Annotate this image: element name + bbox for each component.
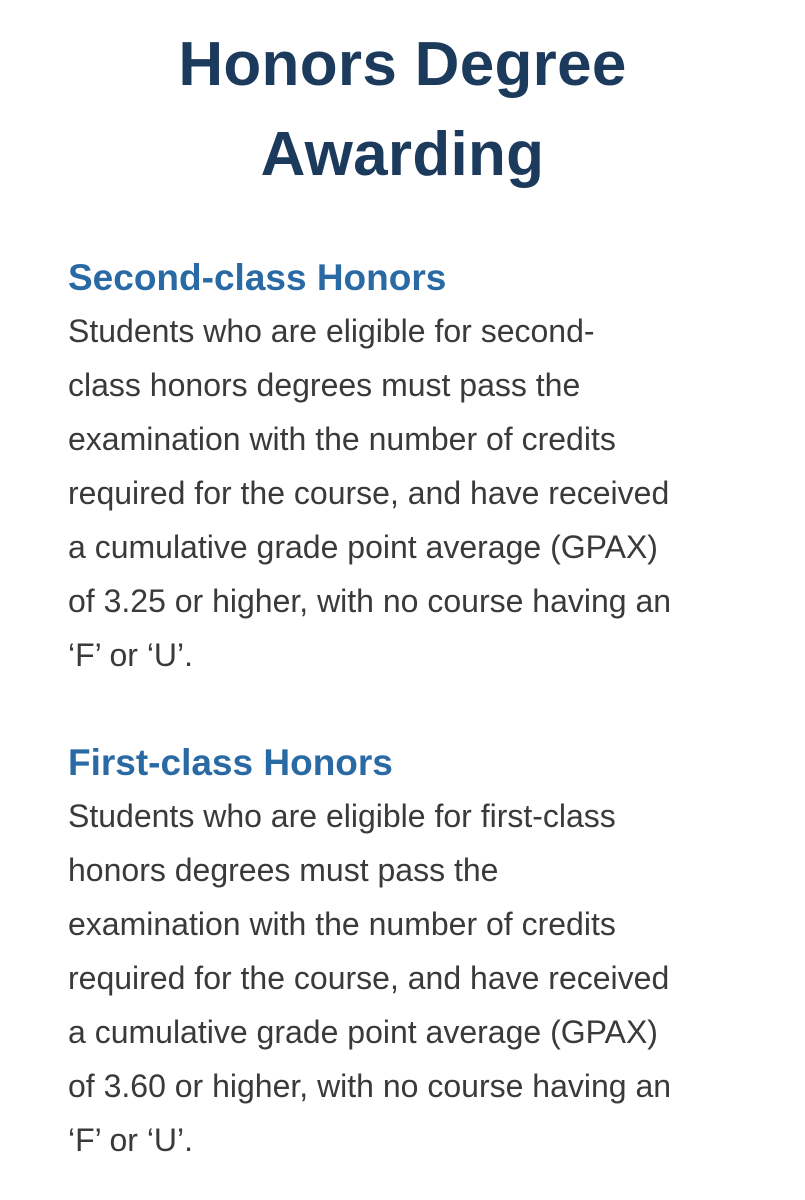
body-line: a cumulative grade point average (GPAX) [68, 1014, 658, 1050]
section-body [68, 789, 758, 1167]
body-line: Students who are eligible for second- [68, 313, 595, 349]
page-title-line-2: Awarding [260, 120, 545, 189]
body-line: of 3.25 or higher, with no course having an [68, 583, 672, 619]
body-line: a cumulative grade point average (GPAX) [68, 529, 658, 565]
section-body [68, 304, 758, 682]
body-line: ‘F’ or ‘U’. [68, 637, 194, 673]
body-line: honors degrees must pass the [68, 852, 499, 888]
body-line: of 3.60 or higher, with no course having an [68, 1068, 672, 1104]
body-line: required for the course, and have received [68, 475, 670, 511]
page-title-line-1: Honors Degree [178, 30, 627, 99]
body-line: examination with the number of credits [68, 906, 616, 942]
body-line: Students who are eligible for first-class [68, 798, 616, 834]
page-title [0, 20, 805, 200]
section-heading: First-class Honors [68, 742, 393, 783]
body-line: required for the course, and have received [68, 960, 670, 996]
section-second-class-honors [68, 252, 758, 682]
body-line: examination with the number of credits [68, 421, 616, 457]
section-heading: Second-class Honors [68, 257, 447, 298]
section-first-class-honors [68, 737, 758, 1167]
body-line: class honors degrees must pass the [68, 367, 581, 403]
body-line: ‘F’ or ‘U’. [68, 1122, 194, 1158]
